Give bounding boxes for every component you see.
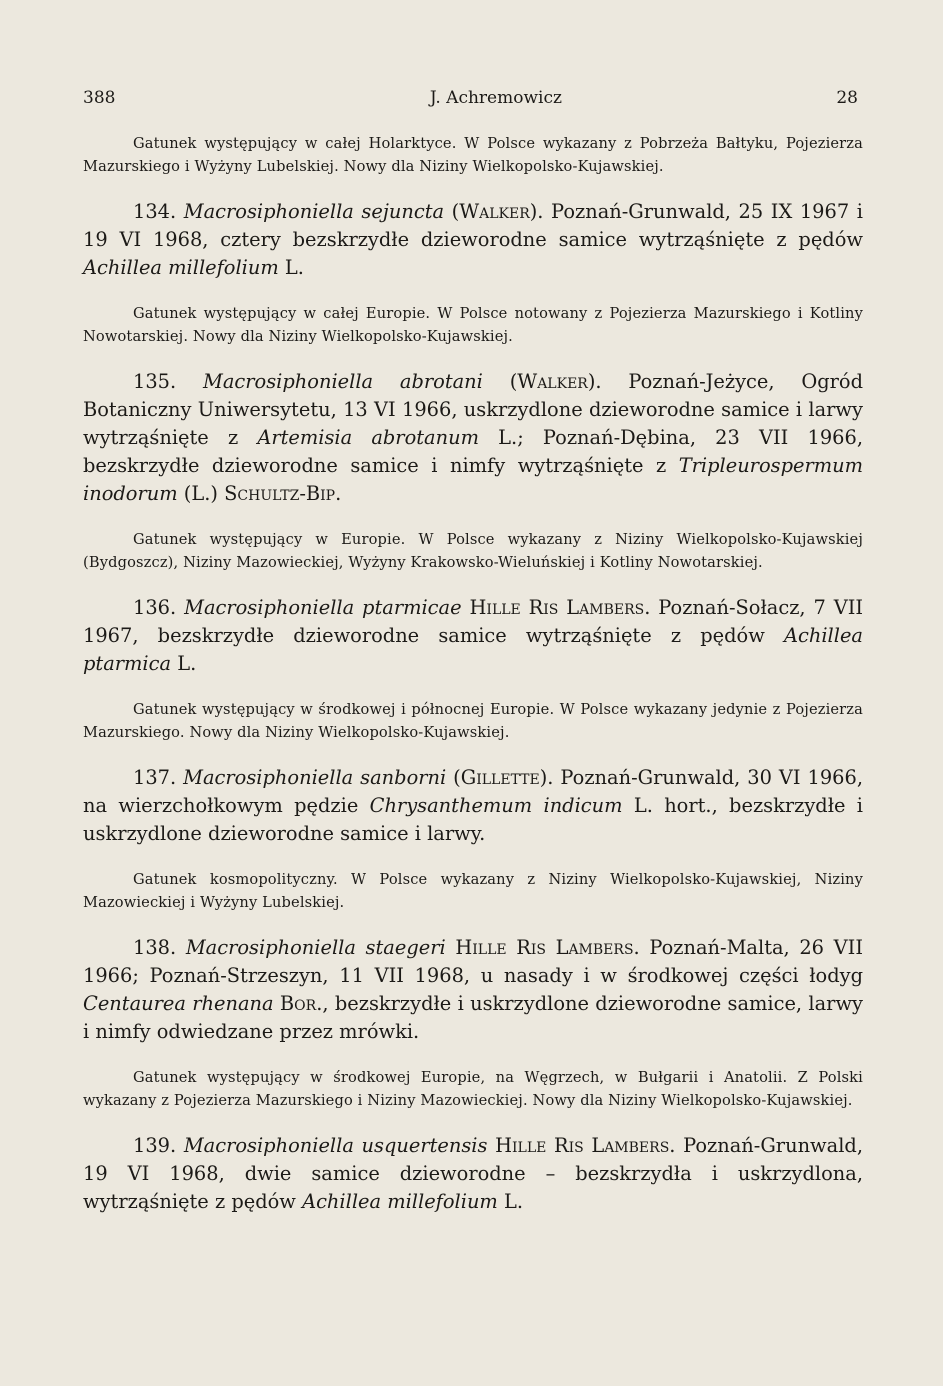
entry-number: 134.	[133, 200, 177, 223]
plant-author: Schultz-Bip.	[224, 482, 342, 505]
host-plant: Achillea millefolium	[302, 1190, 498, 1213]
page-number: 388	[83, 88, 116, 108]
species-author: (Walker).	[509, 370, 602, 393]
entry-138	[83, 934, 863, 1046]
species-name: Macrosiphoniella abrotani	[203, 370, 483, 393]
note-137: Gatunek kosmopolityczny. W Polsce wykazany z Niziny Wielkopolsko-Kujawskiej, Niziny Mazowieckiej i Wyżyny Lubelskiej.	[83, 871, 863, 911]
entry-number: 137.	[133, 766, 177, 789]
entry-text-end: L.	[171, 652, 197, 675]
entry-134	[83, 198, 863, 282]
species-name: Macrosiphoniella staegeri	[185, 936, 446, 959]
entry-text: Poznań-Malta, 26 VII 1966; Poznań-Strzeszyn, 11 VII 1968, u nasady i w środkowej części łodyg	[83, 936, 863, 987]
entry-number: 138.	[133, 936, 177, 959]
entry-139	[83, 1132, 863, 1216]
entry-text: Poznań-Grunwald, 25 IX 1967 i 19 VI 1968, cztery bezskrzydłe dzieworodne samice wytrząśnięte z pędów	[83, 200, 863, 251]
note-134: Gatunek występujący w całej Europie. W Polsce notowany z Pojezierza Mazurskiego i Kotliny Nowotarskiej. Nowy dla Niziny Wielkopolsko-Kujawskiej.	[83, 305, 863, 345]
entry-number: 139.	[133, 1134, 177, 1157]
entry-text-mid: L.; Poznań-Dębina, 23 VII 1966, bezskrzydłe dzieworodne samice i nimfy wytrząśnięte z	[83, 426, 863, 477]
running-header	[83, 88, 863, 108]
species-author: Hille Ris Lambers.	[495, 1134, 676, 1157]
entry-number: 136.	[133, 596, 177, 619]
note-136: Gatunek występujący w środkowej i północnej Europie. W Polsce wykazany jedynie z Pojezierza Mazurskiego. Nowy dla Niziny Wielkopolsko-Kujawskiej.	[83, 701, 863, 741]
entry-number: 135.	[133, 370, 177, 393]
species-author: (Gillette).	[453, 766, 554, 789]
entry-text-mid-2: (L.)	[177, 482, 225, 505]
entry-text-end: L.	[497, 1190, 524, 1213]
entry-text: Poznań-Grunwald, 19 VI 1968, dwie samice dzieworodne – bezskrzydła i uskrzydlona, wytrząśnięte z pędów	[83, 1134, 863, 1213]
species-author: (Walker).	[451, 200, 544, 223]
species-name: Macrosiphoniella sejuncta	[183, 200, 445, 223]
entry-135	[83, 368, 863, 508]
species-name: Macrosiphoniella usquertensis	[183, 1134, 488, 1157]
host-plant: Chrysanthemum indicum	[369, 794, 623, 817]
note-138: Gatunek występujący w środkowej Europie, na Węgrzech, w Bułgarii i Anatolii. Z Polski wykazany z Pojezierza Mazurskiego i Niziny Mazowieckiej. Nowy dla Niziny Wielkopolsko-Kujawskiej.	[83, 1069, 863, 1109]
entry-text-end: , bezskrzydłe i uskrzydlone dzieworodne samice, larwy i nimfy odwiedzane przez mrówki.	[83, 992, 863, 1043]
plant-author: Bor.	[279, 992, 323, 1015]
entry-text: Poznań-Grunwald, 30 VI 1966, na wierzchołkowym pędzie	[83, 766, 864, 817]
entry-text: Poznań-Sołacz, 7 VII 1967, bezskrzydłe dzieworodne samice wytrząśnięte z pędów	[83, 596, 864, 647]
species-name: Macrosiphoniella ptarmicae	[184, 596, 462, 619]
host-plant-2: Tripleurospermum inodorum	[83, 454, 863, 505]
entry-137	[83, 764, 863, 848]
note-135: Gatunek występujący w Europie. W Polsce wykazany z Niziny Wielkopolsko-Kujawskiej (Bydgoszcz), Niziny Mazowieckiej, Wyżyny Krakowsko-Wieluńskiej i Kotliny Nowotarskiej.	[83, 531, 863, 571]
entry-text-end: L.	[278, 256, 304, 279]
host-plant: Artemisia abrotanum	[257, 426, 479, 449]
running-author: J. Achremowicz	[429, 88, 562, 108]
note-top: Gatunek występujący w całej Holarktyce. W Polsce wykazany z Pobrzeża Bałtyku, Pojezierza Mazurskiego i Wyżyny Lubelskiej. Nowy dla Niziny Wielkopolsko-Kujawskiej.	[83, 135, 863, 175]
species-name: Macrosiphoniella sanborni	[183, 766, 447, 789]
species-author: Hille Ris Lambers.	[469, 596, 651, 619]
host-plant: Centaurea rhenana	[83, 992, 274, 1015]
species-author: Hille Ris Lambers.	[455, 936, 640, 959]
entry-text-end: L. hort., bezskrzydłe i uskrzydlone dzieworodne samice i larwy.	[83, 794, 863, 845]
entry-136	[83, 594, 863, 678]
entry-text: Poznań-Jeżyce, Ogród Botaniczny Uniwersytetu, 13 VI 1966, uskrzydlone dzieworodne samice i larwy wytrząśnięte z	[83, 370, 864, 449]
issue-number: 28	[836, 88, 858, 108]
host-plant: Achillea millefolium	[83, 256, 279, 279]
host-plant: Achillea ptarmica	[83, 624, 863, 675]
